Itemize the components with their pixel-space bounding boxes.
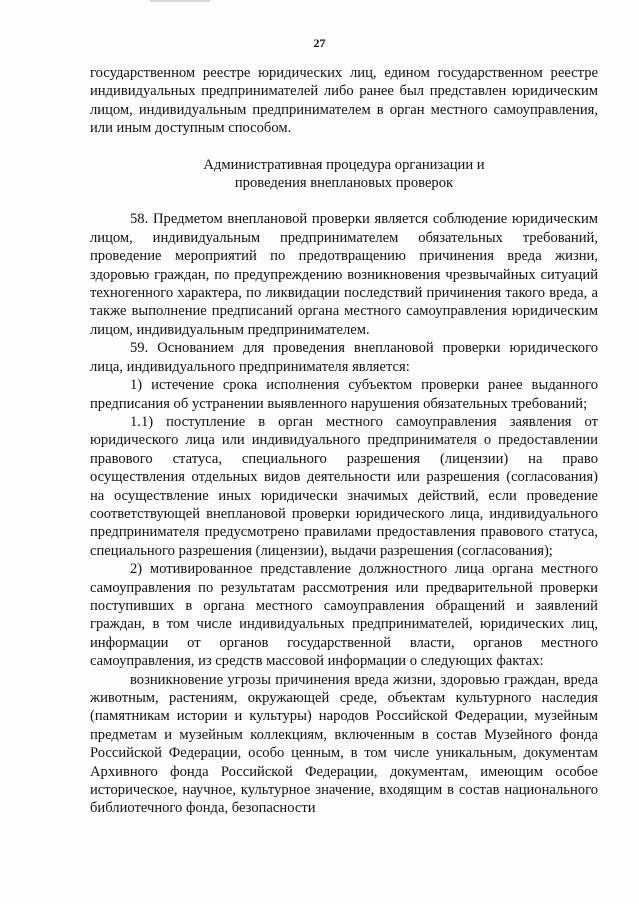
section-heading-line-2: проведения внеплановых проверок: [234, 175, 454, 192]
paragraph-59-item-1-1: 1.1) поступление в орган местного самоуправления заявления от юридического лица или индивидуального предпринимателя о предоставлении правового статуса, специального разрешения (лицензии) на право осуществления отдельных видов деятельности или разрешения (согласования) на осуществление иных юридически значимых действий, если проведение соответствующей внеплановой проверки юридического лица, индивидуального предпринимателя предусмотрено правилами предоставления правового статуса, специального разрешения (лицензии), выдачи разрешения (согласования);: [90, 413, 598, 559]
section-heading-line-1: Административная процедура организации и: [203, 156, 485, 173]
paragraph-continuation: государственном реестре юридических лиц, едином государственном реестре индивидуальных предпринимателей либо ранее был представлен юридическим лицом, индивидуальным предпринимателем в орган местного самоуправления, или иным доступным способом.: [90, 65, 598, 137]
document-body: [90, 64, 598, 818]
paragraph-59-item-1: 1) истечение срока исполнения субъектом проверки ранее выданного предписания об устранении выявленного нарушения обязательных требований;: [90, 377, 598, 412]
paragraph-59-item-2-fact: возникновение угрозы причинения вреда жизни, здоровью граждан, вреда животным, растениям, окружающей среде, объектам культурного наследия (памятникам истории и культуры) народов Российской Федерации, музейным предметам и музейным коллекциям, включенным в состав Музейного фонда Российской Федерации, особо ценным, в том числе уникальным, документам Архивного фонда Российской Федерации, документам, имеющим особое историческое, научное, культурное значение, входящим в состав национального библиотечного фонда, безопасности: [90, 671, 598, 817]
page-number: 27: [313, 36, 326, 50]
scan-artifact: [150, 0, 210, 2]
paragraph-59-item-2: 2) мотивированное представление должностного лица органа местного самоуправления по результатам рассмотрения или предварительной проверки поступивших в органа местного самоуправления обращений и заявлений граждан, в том числе индивидуальных предпринимателей, юридических лиц, информации от органов государственной власти, органов местного самоуправления, из средств массовой информации о следующих фактах:: [90, 561, 598, 670]
paragraph-59: 59. Основанием для проведения внеплановой проверки юридического лица, индивидуального предпринимателя является:: [90, 340, 598, 375]
section-heading: [90, 156, 598, 193]
paragraph-58: 58. Предметом внеплановой проверки является соблюдение юридическим лицом, индивидуальным предпринимателем обязательных требований, проведение мероприятий по предотвращению причинения вреда жизни, здоровью граждан, по предупреждению возникновения чрезвычайных ситуаций техногенного характера, по ликвидации последствий причинения такого вреда, а также выполнение предписаний органа местного самоуправления юридическим лицом, индивидуальным предпринимателем.: [90, 211, 598, 338]
